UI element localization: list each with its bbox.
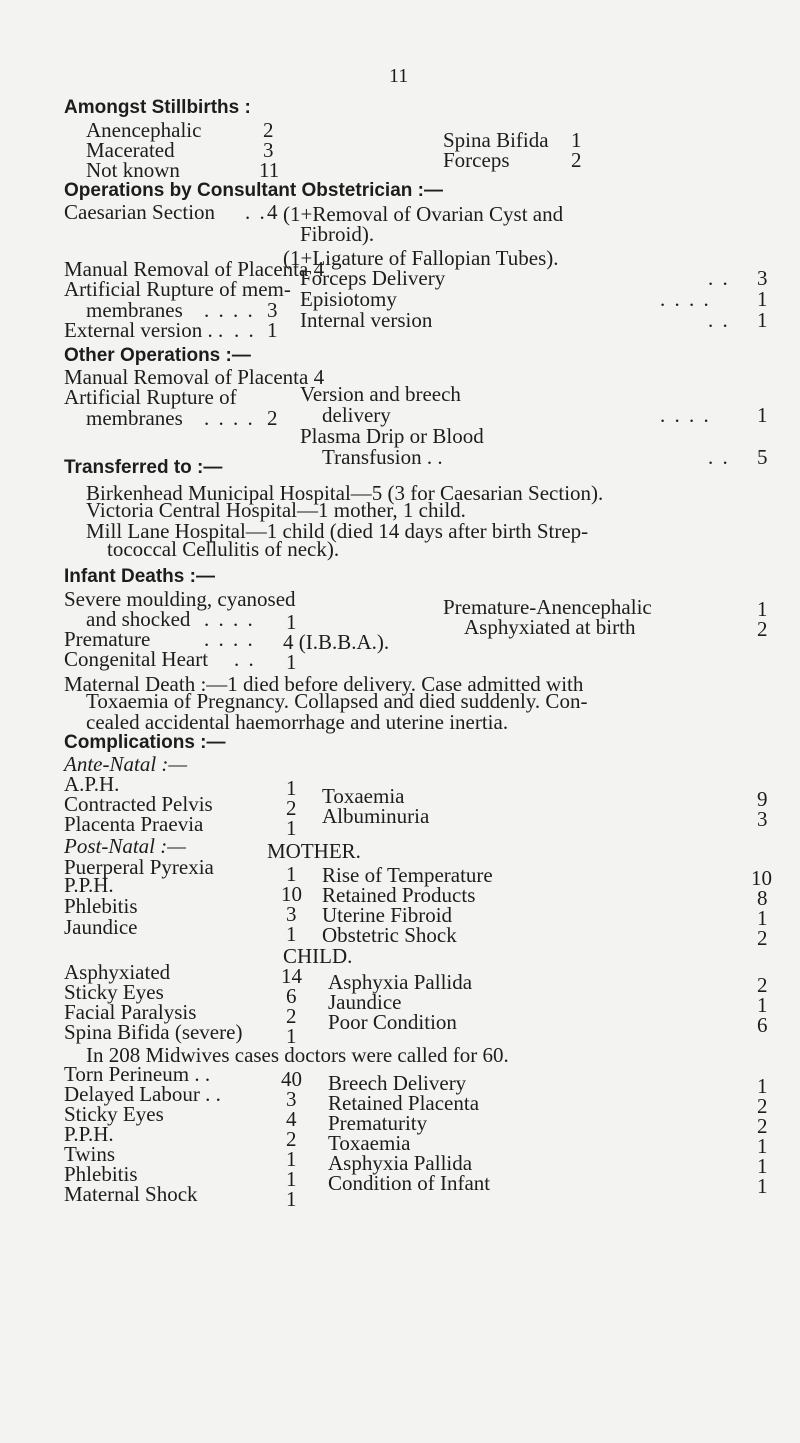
complication-value: 2 <box>286 1004 297 1028</box>
operation-label: Transfusion . . <box>322 445 443 469</box>
dot-leader: . . <box>708 266 730 290</box>
stillbirth-value: 11 <box>259 158 280 182</box>
transferred-heading: Transferred to :— <box>64 457 223 478</box>
midwives-value: 2 <box>757 1094 768 1118</box>
page-number: 11 <box>389 65 409 87</box>
midwives-label: Toxaemia <box>328 1131 411 1155</box>
complication-value: 2 <box>757 926 768 950</box>
complication-label: Albuminuria <box>322 804 430 828</box>
operation-value: 1 <box>267 318 278 342</box>
complication-label: Contracted Pelvis <box>64 792 213 816</box>
operation-line: Artificial Rupture of mem- <box>64 277 291 301</box>
infant-death-value: 1 <box>286 650 297 674</box>
dot-leader: . . <box>234 647 256 671</box>
operation-value: 3 <box>757 266 768 290</box>
operation-line: Artificial Rupture of <box>64 385 237 409</box>
operation-line: Manual Removal of Placenta 4 <box>64 365 325 389</box>
stillbirth-label: Forceps <box>443 148 510 172</box>
midwives-label: Delayed Labour . . <box>64 1082 221 1106</box>
complication-value: 1 <box>286 922 297 946</box>
infant-death-label: Congenital Heart <box>64 647 209 671</box>
complication-value: 6 <box>286 984 297 1008</box>
complication-value: 1 <box>757 906 768 930</box>
midwives-value: 2 <box>757 1114 768 1138</box>
operation-label: Episiotomy <box>300 287 397 311</box>
complication-label: Toxaemia <box>322 784 405 808</box>
dot-leader: . . <box>245 200 267 224</box>
complication-value: 1 <box>286 776 297 800</box>
complication-label: Asphyxia Pallida <box>328 970 473 994</box>
complication-label: Uterine Fibroid <box>322 903 453 927</box>
operation-label: Version and breech <box>300 382 461 406</box>
infant-death-label: Premature-Anencephalic <box>443 595 652 619</box>
dot-leader: . . . . <box>204 298 255 322</box>
midwives-value: 1 <box>286 1167 297 1191</box>
midwives-label: Twins <box>64 1142 116 1166</box>
maternal-death-text: Maternal Death :—1 died before delivery. Case admitted with <box>64 672 584 696</box>
midwives-value: 1 <box>757 1174 768 1198</box>
complication-value: 9 <box>757 787 768 811</box>
stillbirths-heading: Amongst Stillbirths : <box>64 97 251 118</box>
operation-line: membranes <box>86 406 183 430</box>
complication-label: Poor Condition <box>328 1010 457 1034</box>
complication-value: 1 <box>757 993 768 1017</box>
dot-leader: . . <box>708 445 730 469</box>
infant-deaths-heading: Infant Deaths :— <box>64 566 215 587</box>
complication-label: Rise of Temperature <box>322 863 493 887</box>
complication-value: 3 <box>286 902 297 926</box>
operation-value: 5 <box>757 445 768 469</box>
complication-value: 3 <box>757 807 768 831</box>
complication-value: 8 <box>757 886 768 910</box>
midwives-label: Phlebitis <box>64 1162 138 1186</box>
complication-value: 6 <box>757 1013 768 1037</box>
caesarian-value: 4 <box>267 200 278 224</box>
midwives-label: Breech Delivery <box>328 1071 467 1095</box>
operation-value: 1 <box>757 287 768 311</box>
midwives-value: 1 <box>757 1154 768 1178</box>
child-heading: CHILD. <box>283 944 353 968</box>
maternal-death-line: Toxaemia of Pregnancy. Collapsed and died suddenly. Con- <box>86 689 588 713</box>
dot-leader: . . . . <box>204 406 255 430</box>
dot-leader: . . . . <box>204 627 255 651</box>
midwives-intro: In 208 Midwives cases doctors were called for 60. <box>86 1043 509 1067</box>
dot-leader: . . <box>708 308 730 332</box>
stillbirth-label: Not known <box>86 158 180 182</box>
infant-death-label: and shocked <box>86 607 191 631</box>
infant-death-value: 1 <box>286 610 297 634</box>
midwives-value: 40 <box>281 1067 302 1091</box>
midwives-value: 1 <box>757 1134 768 1158</box>
complication-label: Retained Products <box>322 883 476 907</box>
midwives-value: 4 <box>286 1107 297 1131</box>
midwives-value: 1 <box>286 1187 297 1211</box>
operation-value: 2 <box>267 406 278 430</box>
transferred-line: tococcal Cellulitis of neck). <box>107 537 340 561</box>
midwives-label: Prematurity <box>328 1111 428 1135</box>
other-operations-heading: Other Operations :— <box>64 345 251 366</box>
infant-death-label: Premature <box>64 627 151 651</box>
midwives-label: Asphyxia Pallida <box>328 1151 473 1175</box>
infant-death-label: Severe moulding, cyanosed <box>64 587 296 611</box>
mother-heading: MOTHER. <box>267 839 361 863</box>
stillbirth-label: Anencephalic <box>86 118 202 142</box>
operation-label: delivery <box>322 403 391 427</box>
complication-label: Spina Bifida (severe) <box>64 1020 243 1044</box>
midwives-value: 1 <box>286 1147 297 1171</box>
infant-death-label: Asphyxiated at birth <box>464 615 636 639</box>
midwives-label: P.P.H. <box>64 1122 114 1146</box>
operation-label: Forceps Delivery <box>300 266 446 290</box>
operation-value: 1 <box>757 308 768 332</box>
complication-value: 1 <box>286 1024 297 1048</box>
ante-natal-heading: Ante-Natal :— <box>64 752 188 776</box>
complication-label: Placenta Praevia <box>64 812 204 836</box>
complication-label: Sticky Eyes <box>64 980 164 1004</box>
midwives-label: Condition of Infant <box>328 1171 491 1195</box>
operation-line: membranes <box>86 298 183 322</box>
stillbirth-value: 3 <box>263 138 274 162</box>
stillbirth-label: Spina Bifida <box>443 128 549 152</box>
complication-label: Facial Paralysis <box>64 1000 197 1024</box>
dot-leader: . . . . <box>204 607 255 631</box>
post-natal-heading: Post-Natal :— <box>64 834 186 858</box>
complication-label: Puerperal Pyrexia <box>64 855 214 879</box>
infant-death-value: 1 <box>757 597 768 621</box>
complication-value: 1 <box>286 862 297 886</box>
complications-heading: Complications :— <box>64 732 226 753</box>
midwives-value: 3 <box>286 1087 297 1111</box>
operation-label: Internal version <box>300 308 433 332</box>
complication-value: 10 <box>281 882 302 906</box>
dot-leader: . . <box>234 318 256 342</box>
midwives-label: Retained Placenta <box>328 1091 480 1115</box>
dot-leader: . . . . <box>660 403 711 427</box>
complication-value: 2 <box>286 796 297 820</box>
dot-leader: . . . . <box>660 287 711 311</box>
operation-value: 1 <box>757 403 768 427</box>
transferred-line: Mill Lane Hospital—1 child (died 14 days after birth Strep- <box>86 519 589 543</box>
operation-value: 3 <box>267 298 278 322</box>
operations-consultant-heading: Operations by Consultant Obstetrician :— <box>64 180 443 201</box>
complication-value: 2 <box>757 973 768 997</box>
caesarian-note: (1+Removal of Ovarian Cyst and <box>283 202 564 226</box>
complication-label: Jaundice <box>64 915 138 939</box>
midwives-label: Torn Perineum . . <box>64 1062 211 1086</box>
midwives-value: 2 <box>286 1127 297 1151</box>
stillbirth-label: Macerated <box>86 138 175 162</box>
midwives-value: 1 <box>757 1074 768 1098</box>
operation-line: External version . . <box>64 318 224 342</box>
caesarian-note: (1+Ligature of Fallopian Tubes). <box>283 246 559 270</box>
complication-value: 14 <box>281 964 302 988</box>
midwives-label: Maternal Shock <box>64 1182 198 1206</box>
maternal-death-line: cealed accidental haemorrhage and uterine inertia. <box>86 710 509 734</box>
infant-death-value: 2 <box>757 617 768 641</box>
complication-label: A.P.H. <box>64 772 120 796</box>
caesarian-note: Fibroid). <box>300 222 375 246</box>
complication-label: Obstetric Shock <box>322 923 457 947</box>
stillbirth-value: 1 <box>571 128 582 152</box>
midwives-label: Sticky Eyes <box>64 1102 164 1126</box>
stillbirth-value: 2 <box>571 148 582 172</box>
stillbirth-value: 2 <box>263 118 274 142</box>
caesarian-label: Caesarian Section <box>64 200 216 224</box>
complication-label: Jaundice <box>328 990 402 1014</box>
complication-value: 1 <box>286 816 297 840</box>
transferred-line: Birkenhead Municipal Hospital—5 (3 for Caesarian Section). <box>86 481 604 505</box>
complication-label: Phlebitis <box>64 894 138 918</box>
infant-death-value: 4 (I.B.B.A.). <box>283 630 390 654</box>
operation-label: Plasma Drip or Blood <box>300 424 484 448</box>
complication-label: Asphyxiated <box>64 960 171 984</box>
complication-value: 10 <box>751 866 772 890</box>
operation-line: Manual Removal of Placenta 4 <box>64 257 325 281</box>
complication-label: P.P.H. <box>64 873 114 897</box>
transferred-line: Victoria Central Hospital—1 mother, 1 child. <box>86 498 466 522</box>
